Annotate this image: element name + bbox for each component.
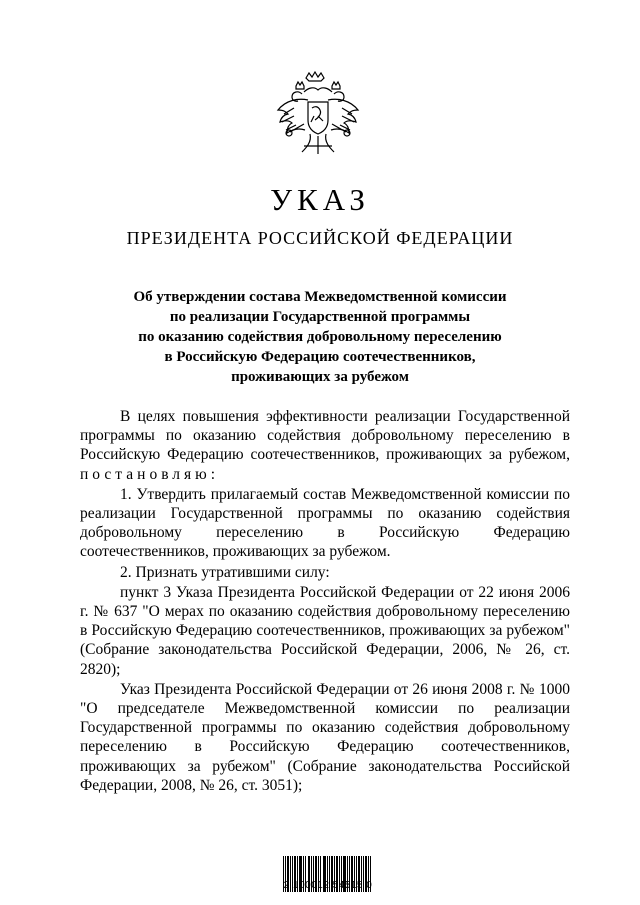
heading-line: Об утверждении состава Межведомственной комиссии bbox=[133, 289, 507, 305]
decree-body bbox=[80, 407, 570, 795]
document-subtitle: ПРЕЗИДЕНТА РОССИЙСКОЙ ФЕДЕРАЦИИ bbox=[126, 228, 514, 248]
paragraph-item-1: 1. Утвердить прилагаемый состав Межведомственной комиссии по реализации Государственной программы по оказанию содействия добровольному переселению в Российскую Федерацию соотечественников, проживающих за рубежом. bbox=[80, 485, 570, 561]
paragraph-preamble bbox=[80, 407, 570, 484]
paragraph-repeal-1: пункт 3 Указа Президента Российской Федерации от 22 июня 2006 г. № 637 "О мерах по оказанию содействия добровольному переселению в Российскую Федерацию соотечественников, проживающих за рубежом" (Собрание законодательства Российской Федерации, 2006, № 26, ст. 2820); bbox=[80, 583, 570, 678]
heading-line: в Российскую Федерацию соотечественников, bbox=[164, 349, 476, 365]
paragraph-repeal-2: Указ Президента Российской Федерации от 26 июня 2008 г. № 1000 "О председателе Межведомственной комиссии по реализации Государственной программы по оказанию содействия добровольному переселению в Российскую Федерацию соотечественников, проживающих за рубежом" (Собрание законодательства Российской Федерации, 2008, № 26, ст. 3051); bbox=[80, 680, 570, 794]
heading-line: по оказанию содействия добровольному переселению bbox=[138, 329, 502, 345]
decree-heading bbox=[70, 287, 570, 387]
barcode-number: 2 100012 54515 0 bbox=[283, 880, 373, 891]
document-title: УКАЗ bbox=[270, 182, 370, 217]
decree-word: постановляю: bbox=[80, 465, 220, 483]
heading-line: по реализации Государственной программы bbox=[169, 309, 471, 325]
coat-of-arms-emblem bbox=[268, 66, 368, 166]
preamble-text: В целях повышения эффективности реализации Государственной программы по оказанию содействия добровольному переселению в Российскую Федерацию соотечественников, проживающих за рубежом, bbox=[80, 408, 570, 464]
heading-line: проживающих за рубежом bbox=[231, 369, 409, 385]
paragraph-item-2: 2. Признать утратившими силу: bbox=[120, 563, 330, 581]
